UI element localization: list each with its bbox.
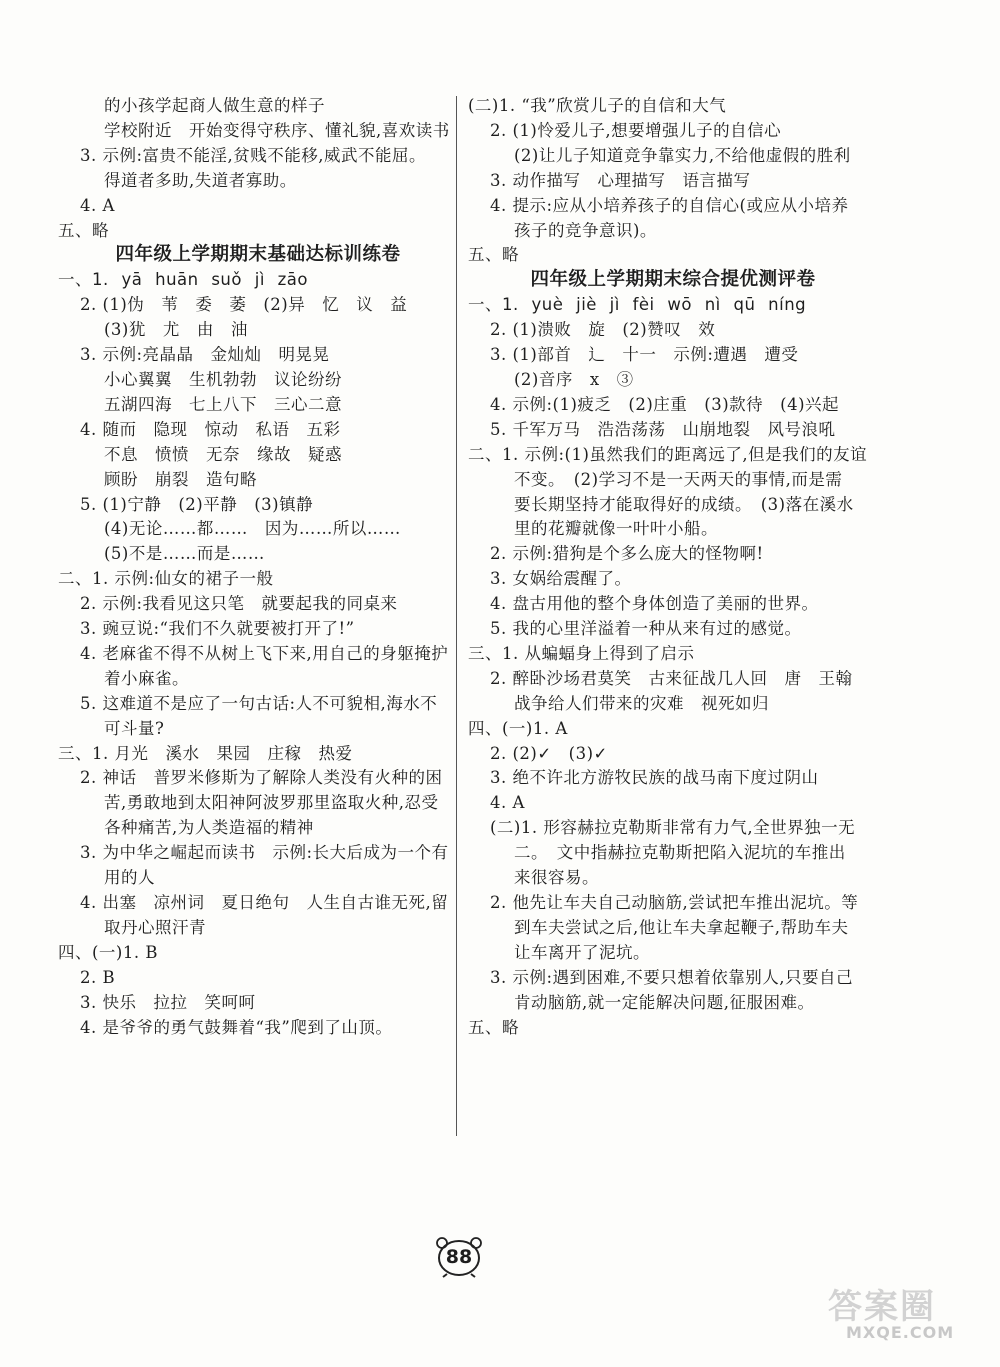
answer-line: 四、(一)1. B — [58, 942, 158, 962]
answer-line: 三、1. 从蝙蝠身上得到了启示 — [468, 643, 695, 663]
answer-line: 小心翼翼 生机勃勃 议论纷纷 — [104, 369, 342, 389]
answer-line: 5. (1)宁静 (2)平静 (3)镇静 — [80, 494, 314, 514]
answer-line: 4. 出塞 凉州词 夏日绝句 人生自古谁无死,留 — [80, 893, 449, 912]
answer-line: 不变。 (2)学习不是一天两天的事情,而是需 — [514, 469, 843, 489]
answer-line: 二。 文中指赫拉克勒斯把陷入泥坑的车推出 — [514, 843, 846, 863]
answer-line: 学校附近 开始变得守秩序、懂礼貌,喜欢读书 — [104, 120, 450, 140]
answer-line: 3. 示例:亮晶晶 金灿灿 明晃晃 — [80, 345, 330, 365]
answer-line: 2. (1)怜爱儿子,想要增强儿子的自信心 — [490, 120, 782, 140]
answer-line: (5)不是……而是…… — [104, 544, 265, 564]
answer-line: 5. 这难道不是应了一句古话:人不可貌相,海水不 — [80, 693, 438, 713]
answer-line: 2. (1)溃败 旋 (2)赞叹 效 — [490, 320, 716, 340]
answer-line: 4. A — [80, 195, 115, 215]
answer-line: 得道者多助,失道者寡助。 — [104, 170, 297, 190]
answer-line: 3. 示例:富贵不能淫,贫贱不能移,威武不能屈。 — [80, 145, 427, 165]
answer-line: 2. 他先让车夫自己动脑筋,尝试把车推出泥坑。等 — [490, 893, 859, 912]
answer-line: (二)1. 形容赫拉克勒斯非常有力气,全世界独一无 — [490, 818, 856, 838]
answer-line: 3. 豌豆说:“我们不久就要被打开了!” — [80, 619, 355, 639]
page-number: 88 — [445, 1246, 473, 1268]
answer-line: 来很容易。 — [514, 868, 599, 888]
answer-line: 四、(一)1. A — [468, 718, 568, 738]
answer-line: 2. 醉卧沙场君莫笑 古来征战几人回 唐 王翰 — [490, 668, 853, 688]
answer-line: 3. 女娲给震醒了。 — [490, 569, 632, 589]
section-title: 四年级上学期期末基础达标训练卷 — [115, 244, 401, 266]
answer-line: 着小麻雀。 — [104, 668, 189, 688]
answer-line: 可斗量? — [104, 718, 165, 738]
answer-line: 五、略 — [58, 220, 109, 240]
answer-line: 五、略 — [468, 1017, 519, 1037]
answer-line: 5. 千军万马 浩浩荡荡 山崩地裂 风号浪吼 — [490, 419, 836, 439]
answer-line: 4. 老麻雀不得不从树上飞下来,用自己的身躯掩护 — [80, 643, 449, 663]
answer-line: 3. 动作描写 心理描写 语言描写 — [490, 170, 751, 190]
answer-line: 3. 绝不许北方游牧民族的战马南下度过阴山 — [490, 768, 819, 788]
answer-line: 五、略 — [468, 245, 519, 265]
answer-line: 4. 随而 隐现 惊动 私语 五彩 — [80, 419, 341, 439]
left-column — [58, 94, 448, 1040]
answer-line: 3. 为中华之崛起而读书 示例:长大后成为一个有 — [80, 843, 449, 863]
answer-line: 5. 我的心里洋溢着一种从来有过的感觉。 — [490, 619, 802, 639]
answer-line: 一、1. yuè jiè jì fèi wō nì qū níng — [468, 295, 807, 315]
page-number-badge — [433, 1236, 485, 1278]
answer-line: 4. 是爷爷的勇气鼓舞着“我”爬到了山顶。 — [80, 1017, 393, 1037]
answer-line: 3. 快乐 拉拉 笑呵呵 — [80, 992, 256, 1012]
answer-line: (2)音序 x ③ — [514, 369, 634, 389]
answer-line: 用的人 — [104, 868, 155, 888]
answer-line: 的小孩学起商人做生意的样子 — [104, 96, 325, 115]
answer-line: 不息 愤愤 无奈 缘故 疑惑 — [104, 444, 342, 464]
answer-line: 4. A — [490, 793, 525, 813]
column-divider — [456, 96, 457, 1136]
right-column — [468, 94, 868, 1040]
answer-line: (2)让儿子知道竞争靠实力,不给他虚假的胜利 — [514, 145, 851, 165]
answer-line: 五湖四海 七上八下 三心二意 — [104, 394, 342, 414]
answer-line: 肯动脑筋,就一定能解决问题,征服困难。 — [514, 992, 815, 1012]
answer-line: 4. 盘古用他的整个身体创造了美丽的世界。 — [490, 594, 819, 614]
answer-line: 3. (1)部首 辶 十一 示例:遭遇 遭受 — [490, 345, 799, 365]
answer-line: (二)1. “我”欣赏儿子的自信和大气 — [468, 96, 727, 115]
section-title: 四年级上学期期末综合提优测评卷 — [530, 269, 816, 291]
answer-line: (3)犹 尤 由 油 — [104, 320, 248, 340]
answer-line: 一、1. yā huān suǒ jì zāo — [58, 270, 309, 290]
answer-line: (4)无论……都…… 因为……所以…… — [104, 519, 401, 539]
watermark-logo — [824, 1279, 974, 1349]
answer-line: 要长期坚持才能取得好的成绩。 (3)落在溪水 — [514, 494, 854, 514]
answer-line: 2. B — [80, 967, 116, 987]
answer-line: 2. 示例:猎狗是个多么庞大的怪物啊! — [490, 544, 764, 564]
answer-line: 4. 示例:(1)疲乏 (2)庄重 (3)款待 (4)兴起 — [490, 394, 840, 414]
answer-line: 苦,勇敢地到太阳神阿波罗那里盗取火种,忍受 — [104, 793, 439, 813]
answer-line: 孩子的竞争意识)。 — [514, 220, 657, 240]
answer-line: 2. 神话 普罗米修斯为了解除人类没有火种的困 — [80, 768, 443, 788]
watermark-cn: 答案圈 — [828, 1287, 936, 1327]
answer-line: 2. (2)✓ (3)✓ — [490, 743, 608, 763]
answer-line: 各种痛苦,为人类造福的精神 — [104, 818, 314, 838]
watermark-en: MXQE.COM — [846, 1323, 955, 1342]
answer-line: 三、1. 月光 溪水 果园 庄稼 热爱 — [58, 743, 353, 763]
answer-line: 战争给人们带来的灾难 视死如归 — [514, 693, 769, 713]
answer-line: 二、1. 示例:(1)虽然我们的距离远了,但是我们的友谊 — [468, 444, 868, 464]
answer-line: 到车夫尝试之后,他让车夫拿起鞭子,帮助车夫 — [514, 917, 849, 937]
answer-line: 让车离开了泥坑。 — [514, 942, 650, 962]
answer-line: 二、1. 示例:仙女的裙子一般 — [58, 569, 274, 589]
answer-line: 里的花瓣就像一叶叶小船。 — [514, 519, 718, 539]
answer-line: 3. 示例:遇到困难,不要只想着依靠别人,只要自己 — [490, 967, 854, 987]
answer-line: 取丹心照汗青 — [104, 917, 206, 937]
answer-line: 2. (1)伪 苇 委 萎 (2)异 忆 议 益 — [80, 295, 408, 315]
answer-line: 2. 示例:我看见这只笔 就要起我的同桌来 — [80, 594, 398, 614]
answer-line: 4. 提示:应从小培养孩子的自信心(或应从小培养 — [490, 195, 849, 215]
answer-line: 顾盼 崩裂 造句略 — [104, 469, 257, 489]
